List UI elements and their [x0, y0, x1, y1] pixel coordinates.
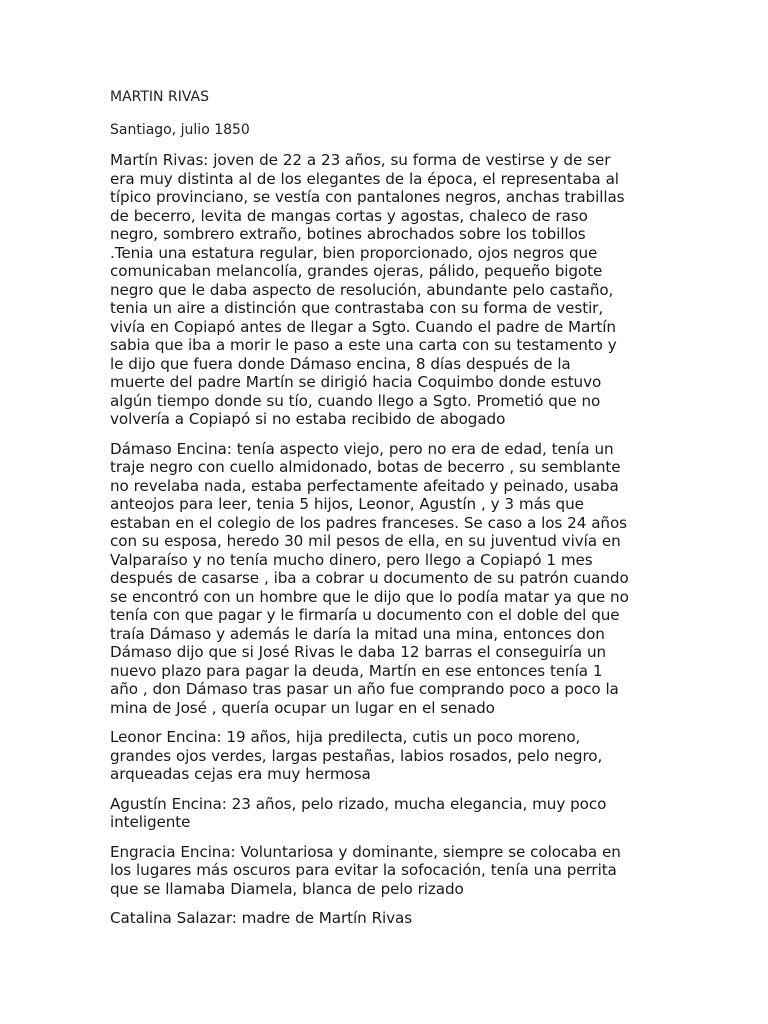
document-title: MARTIN RIVAS [110, 89, 209, 105]
paragraph-engracia-encina: Engracia Encina: Voluntariosa y dominante, siempre se colocaba en los lugares más oscuros para evitar la sofocación, tenía una perrita que se llamaba Diamela, blanca de pelo rizado [110, 842, 621, 898]
date-line: Santiago, julio 1850 [110, 122, 250, 138]
paragraph-martin-rivas: Martín Rivas: joven de 22 a 23 años, su forma de vestirse y de ser era muy distinta al de los elegantes de la época, el representaba al típico provinciano, se vestía con pantalones negros, anchas trabillas de becerro, levita de mangas cortas y agostas, chaleco de raso negro, sombrero extraño, botines abrochados sobre los tobillos .Tenia una estatura regular, bien proporcionado, ojos negros que comunicaban melancolía, grandes ojeras, pálido, pequeño bigote negro que le daba aspecto de resolución, abundante pelo castaño, tenia un aire a distinción que contrastaba con su forma de vestir, vivía en Copiapó antes de llegar a Sgto. Cuando el padre de Martín sabia que iba a morir le paso a este una carta con su testamento y le dijo que fuera donde Dámaso encina, 8 días después de la muerte del padre Martín se dirigió hacia Coquimbo donde estuvo algún tiempo donde su tío, cuando llego a Sgto. Prometió que no volvería a Copiapó si no estaba recibido de abogado [110, 151, 625, 428]
paragraph-leonor-encina: Leonor Encina: 19 años, hija predilecta, cutis un poco moreno, grandes ojos verdes, largas pestañas, labios rosados, pelo negro, arqueadas cejas era muy hermosa [110, 728, 603, 783]
paragraph-catalina-salazar: Catalina Salazar: madre de Martín Rivas [110, 909, 413, 927]
document-page [110, 88, 630, 939]
paragraph-damaso-encina: Dámaso Encina: tenía aspecto viejo, pero no era de edad, tenía un traje negro con cuello almidonado, botas de becerro , su semblante no revelaba nada, estaba perfectamente afeitado y peinado, usaba anteojos para leer, tenia 5 hijos, Leonor, Agustín , y 3 más que estaban en el colegio de los padres franceses. Se caso a los 24 años con su esposa, heredo 30 mil pesos de ella, en su juventud vivía en Valparaíso y no tenía mucho dinero, pero llego a Copiapó 1 mes después de casarse , iba a cobrar u documento de su patrón cuando se encontró con un hombre que le dijo que lo podía matar ya que no tenía con que pagar y le firmaría u documento con el doble del que traía Dámaso y además le daría la mitad una mina, entonces don Dámaso dijo que si José Rivas le daba 12 barras el conseguiría un nuevo plazo para pagar la deuda, Martín en ese entonces tenía 1 año , don Dámaso tras pasar un año fue comprando poco a poco la mina de José , quería ocupar un lugar en el senado [110, 439, 629, 717]
paragraph-agustin-encina: Agustín Encina: 23 años, pelo rizado, mucha elegancia, muy poco inteligente [110, 794, 607, 831]
